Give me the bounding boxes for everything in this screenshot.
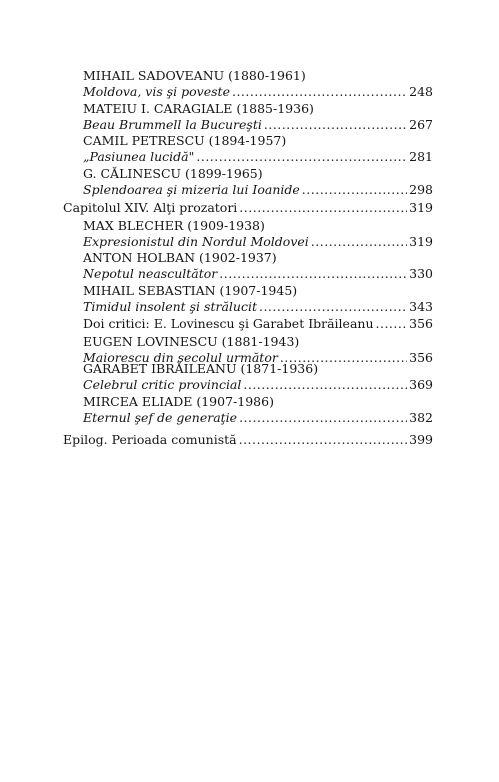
author-heading: ANTON HOLBAN (1902-1937) [83,250,277,265]
toc-entry-eliade[interactable] [83,394,433,426]
dot-leader [196,149,407,165]
dot-leader [243,377,407,393]
work-title: Expresionistul din Nordul Moldovei [83,234,309,249]
author-heading: G. CĂLINESCU (1899-1965) [83,166,263,181]
chapter-title: Epilog. Perioada comunistă [63,432,237,447]
dot-leader [376,316,408,332]
toc-entry-epilog[interactable] [63,432,433,448]
author-heading: MIHAIL SEBASTIAN (1907-1945) [83,283,298,298]
page-number: 356 [409,350,433,365]
work-title: Moldova, vis şi poveste [83,84,230,99]
section-title: Doi critici: E. Lovinescu şi Garabet Ibrăileanu [83,316,374,331]
page-number: 330 [409,266,433,281]
page-number: 267 [409,117,433,132]
toc-entry-calinescu[interactable] [83,166,433,198]
toc-entry-doi-critici[interactable] [83,316,433,332]
dot-leader [264,117,407,133]
dot-leader [219,266,407,282]
author-heading: MIHAIL SADOVEANU (1880-1961) [83,68,306,83]
page-number: 281 [409,149,433,164]
author-heading: CAMIL PETRESCU (1894-1957) [83,133,287,148]
chapter-title: Capitolul XIV. Alţi prozatori [63,200,238,215]
work-title: Timidul insolent şi strălucit [83,299,257,314]
toc-entry-ibraileanu[interactable] [83,361,433,393]
work-title: Nepotul neascultător [83,266,218,281]
work-title: Beau Brummell la Bucureşti [83,117,262,132]
page-number: 319 [409,200,433,215]
author-heading: EUGEN LOVINESCU (1881-1943) [83,334,300,349]
page-number: 382 [409,410,433,425]
toc-entry-holban[interactable] [83,250,433,282]
dot-leader [239,200,407,216]
toc-entry-blecher[interactable] [83,218,433,250]
toc-entry-caragiale[interactable] [83,101,433,133]
toc-entry-camil-petrescu[interactable] [83,133,433,165]
page-number: 319 [409,234,433,249]
toc-entry-sadoveanu[interactable] [83,68,433,100]
dot-leader [239,410,407,426]
toc-entry-chapter-xiv[interactable] [63,200,433,216]
author-heading: MAX BLECHER (1909-1938) [83,218,265,233]
page-number: 298 [409,182,433,197]
dot-leader [302,182,407,198]
dot-leader [259,299,407,315]
toc-entry-sebastian[interactable] [83,283,433,315]
page-number: 399 [409,432,433,447]
work-title: Maiorescu din secolul următor [83,350,278,365]
work-title: „Pasiunea lucidă" [83,149,195,164]
dot-leader [239,432,408,448]
page-number: 248 [409,84,433,99]
dot-leader [311,234,407,250]
work-title: Splendoarea şi mizeria lui Ioanide [83,182,300,197]
work-title: Celebrul critic provincial [83,377,242,392]
author-heading: GARABET IBRĂILEANU (1871-1936) [83,361,319,376]
author-heading: MATEIU I. CARAGIALE (1885-1936) [83,101,314,116]
work-title: Eternul şef de generaţie [83,410,238,425]
page-number: 369 [409,377,433,392]
page-number: 343 [409,299,433,314]
page-number: 356 [409,316,433,331]
author-heading: MIRCEA ELIADE (1907-1986) [83,394,274,409]
dot-leader [232,84,407,100]
